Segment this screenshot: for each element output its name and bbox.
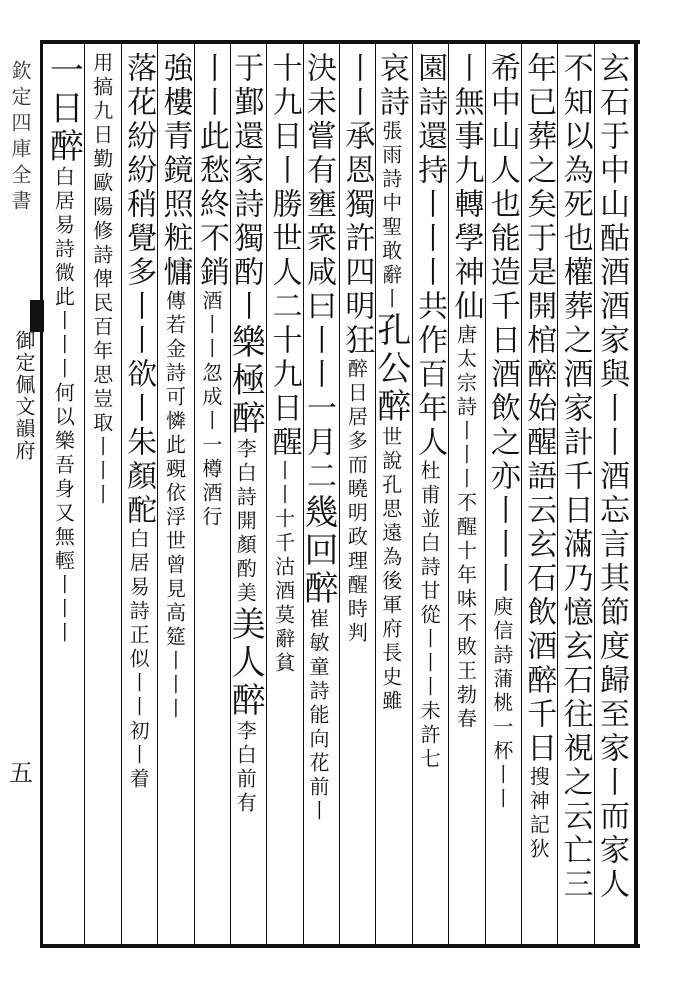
margin-top-text: 欽定四庫全書 [8, 60, 32, 216]
entry-heading: 一日醉 [43, 52, 84, 166]
main-text: 決未嘗有壅衆咸曰丨丨一月二 [301, 52, 336, 494]
text-column [266, 52, 302, 932]
main-text: 丨無事九轉學神仙 [448, 52, 484, 324]
text-column [370, 52, 411, 932]
fishtail-mark [30, 300, 44, 332]
text-column [88, 52, 116, 932]
left-border [40, 40, 43, 948]
annotation-text: 唐太宗詩丨丨丨不醒十年味不敗 [453, 324, 478, 660]
top-border [40, 40, 640, 44]
text-column [157, 52, 193, 932]
annotation-text: 一樽酒行 [198, 434, 223, 530]
annotation-text: 崔敏童詩能向花前丨 [306, 608, 330, 824]
annotation-text: 用搞九日勤歐陽修詩俾民百年思豈取丨丨丨 [89, 52, 114, 508]
main-text: 不知以為死也權葬之酒家計千日滿乃憶玄石往視之云亡三 [557, 52, 593, 902]
annotation-text: 醉日居多而曉明政理醒時判 [344, 358, 369, 646]
entry-heading: 孔公醉 [370, 312, 411, 426]
annotation-text: 杜甫並白詩甘從丨丨丨未許七 [417, 460, 442, 772]
annotation-text: 酒丨丨忽成丨 [198, 290, 223, 434]
main-text: 丨丨承恩獨許四明狂 [339, 52, 375, 358]
main-text: 落花紛紛稍覺多丨丨欲丨朱顏酡 [121, 52, 157, 528]
text-column [225, 52, 266, 932]
main-text: 希中山人也能造千日酒飲之亦丨丨丨 [484, 52, 520, 596]
book-title: 御定佩文韻府 [12, 330, 36, 462]
annotation-text: 張雨詩中聖敢辭丨 [378, 120, 403, 312]
annotation-text: 傳若金詩可憐此覡依浮世曾見高筵丨丨丨 [162, 290, 187, 722]
text-column [484, 52, 520, 932]
text-column [339, 52, 375, 932]
main-text: 園詩還持丨丨丨共作百年人 [412, 52, 448, 460]
text-column [193, 52, 229, 932]
text-column [121, 52, 157, 932]
annotation-text: 白居易詩正似丨丨初丨着 [126, 528, 151, 792]
annotation-text: 庾信詩蒲桃一杯丨丨 [489, 596, 514, 812]
text-column [298, 52, 338, 932]
text-column [43, 52, 84, 932]
annotation-text: 王勃春 [453, 660, 478, 732]
main-text: 丨丨此愁終不銷 [193, 52, 229, 290]
text-column [448, 52, 484, 932]
annotation-text: 搜神記狄 [526, 766, 551, 862]
main-text: 于鄞還家詩獨酌丨 [228, 52, 264, 324]
main-text: 年已葬之矣于是開棺醉始醒語云玄石飲酒醉千日 [521, 52, 557, 766]
annotation-text: 李白前有 [233, 720, 258, 816]
main-text: 強樓青鏡照粧慵 [157, 52, 193, 290]
annotation-text: 世說孔思遠為後軍府長史雖 [378, 426, 403, 714]
text-column [557, 52, 593, 932]
entry-heading: 美人醉 [225, 606, 266, 720]
right-border [634, 40, 638, 948]
page-number: 五 [9, 759, 33, 787]
entry-heading: 幾回醉 [298, 494, 338, 608]
main-text: 哀詩 [373, 52, 409, 120]
annotation-text: 李白詩開顏酌美 [233, 438, 258, 606]
main-text: 玄石于中山酤酒酒家與丨丨酒忘言其節度歸至家丨而家人 [594, 52, 629, 902]
text-column [412, 52, 448, 932]
annotation-text: 丨丨十千沽酒莫辭貧 [271, 460, 296, 676]
main-text: 十九日丨勝世人二十九日醒 [266, 52, 302, 460]
text-column [594, 52, 629, 932]
column-rule [84, 44, 85, 944]
annotation-text: 白居易詩微此丨丨丨何以樂吾身又無輕丨丨丨 [51, 166, 76, 646]
entry-heading: 樂極醉 [225, 324, 266, 438]
bottom-border [40, 944, 640, 948]
text-column [521, 52, 557, 932]
